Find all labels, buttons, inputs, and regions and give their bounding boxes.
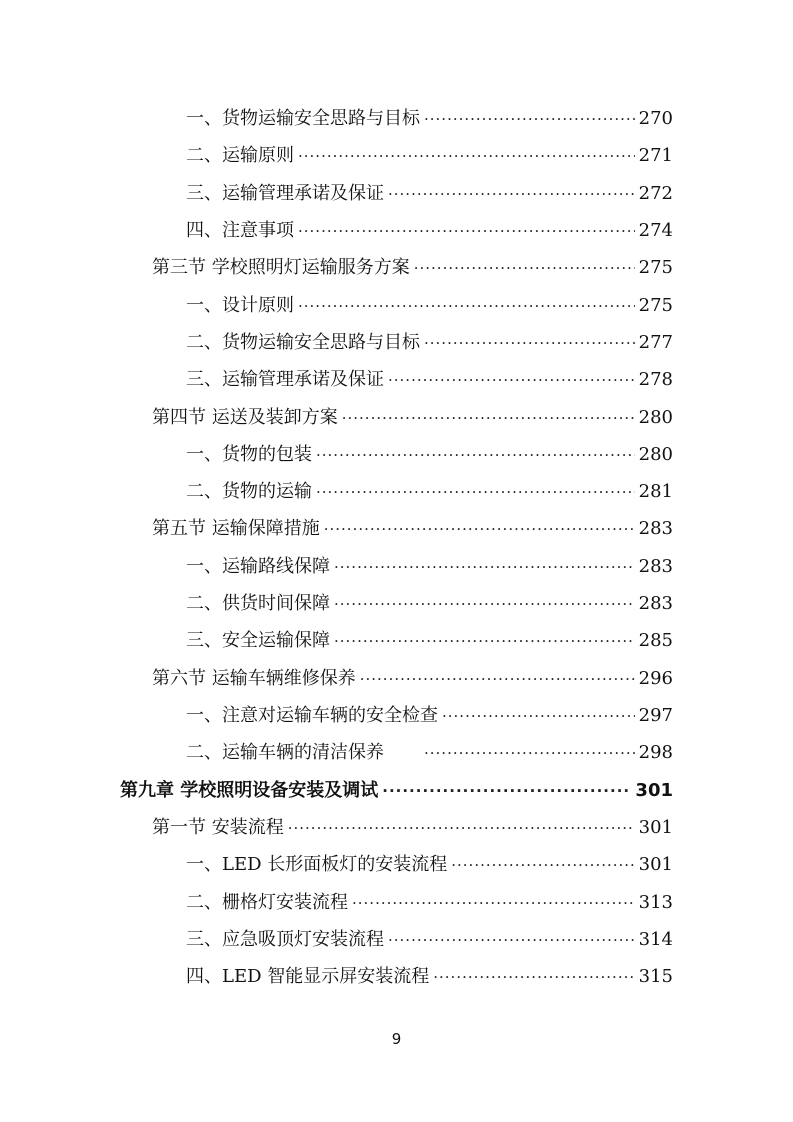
toc-entry-page: 313: [638, 892, 673, 913]
toc-entry-page: 278: [638, 369, 673, 390]
toc-entry-page: 277: [638, 332, 673, 353]
toc-entry-page: 275: [638, 257, 673, 278]
toc-entry-title: 一、货物运输安全思路与目标: [186, 108, 420, 129]
dot-leader: [388, 365, 635, 395]
toc-entry[interactable]: [186, 962, 675, 992]
dot-leader: [334, 589, 635, 619]
dot-leader: [298, 216, 635, 246]
toc-entry[interactable]: [186, 552, 675, 582]
toc-entry-title: 二、运输原则: [186, 145, 294, 166]
toc-entry[interactable]: [186, 291, 675, 321]
toc-entry-page: 280: [638, 444, 673, 465]
toc-entry-page: 283: [638, 518, 673, 539]
toc-entry-title: 一、货物的包装: [186, 444, 312, 465]
toc-entry-page: 315: [638, 966, 673, 987]
toc-entry-title: 二、货物运输安全思路与目标: [186, 332, 420, 353]
toc-entry[interactable]: [186, 365, 675, 395]
toc-entry[interactable]: [186, 850, 675, 880]
toc-entry[interactable]: [186, 589, 675, 619]
toc-entry[interactable]: [186, 626, 675, 656]
toc-entry-page: 281: [638, 481, 673, 502]
toc-entry-title: 三、运输管理承诺及保证: [186, 369, 384, 390]
toc-section-entry[interactable]: [152, 253, 675, 283]
toc-entry[interactable]: [186, 925, 675, 955]
dot-leader: [334, 626, 635, 656]
toc-entry-title: 第三节 学校照明灯运输服务方案: [152, 257, 410, 278]
toc-section-entry[interactable]: [152, 514, 675, 544]
dot-leader: [324, 514, 635, 544]
toc-entry-page: 301: [635, 780, 673, 801]
toc-entry[interactable]: [186, 141, 675, 171]
dot-leader: [382, 776, 631, 806]
toc-entry-page: 283: [638, 556, 673, 577]
toc-chapter-entry[interactable]: [120, 776, 675, 806]
toc-entry-page: 271: [638, 145, 673, 166]
dot-leader: [451, 850, 634, 880]
toc-entry-title: 三、安全运输保障: [186, 630, 330, 651]
toc-entry-title: 三、应急吸顶灯安装流程: [186, 929, 384, 950]
toc-entry-title: 一、设计原则: [186, 295, 294, 316]
toc-entry-page: 297: [638, 705, 673, 726]
toc-entry-title: 二、货物的运输: [186, 481, 312, 502]
toc-entry-page: 283: [638, 593, 673, 614]
dot-leader: [298, 141, 635, 171]
dot-leader: [360, 664, 635, 694]
dot-leader: [334, 552, 635, 582]
toc-entry[interactable]: [186, 179, 675, 209]
toc-entry-title: 一、注意对运输车辆的安全检查: [186, 705, 438, 726]
toc-entry-title: 一、运输路线保障: [186, 556, 330, 577]
page-number: 9: [391, 1030, 402, 1048]
dot-leader: [342, 403, 635, 433]
toc-entry-title: 二、运输车辆的清洁保养: [186, 742, 384, 763]
toc-entry-title: 第六节 运输车辆维修保养: [152, 668, 356, 689]
dot-leader: [424, 738, 635, 768]
dot-leader: [352, 888, 635, 918]
toc-entry[interactable]: [186, 477, 675, 507]
dot-leader: [316, 477, 635, 507]
toc-entry-title: 四、注意事项: [186, 220, 294, 241]
toc-entry-page: 285: [638, 630, 673, 651]
dot-leader: [424, 104, 635, 134]
dot-leader: [388, 925, 635, 955]
toc-entry[interactable]: [186, 216, 675, 246]
dot-leader: [433, 962, 634, 992]
toc-entry-title: 三、运输管理承诺及保证: [186, 183, 384, 204]
toc-entry-title: 二、供货时间保障: [186, 593, 330, 614]
toc-entry-title: 第一节 安装流程: [152, 817, 284, 838]
toc-entry-page: 280: [638, 407, 673, 428]
toc-entry[interactable]: [186, 440, 675, 470]
toc-entry-page: 314: [638, 929, 673, 950]
toc-entry-page: 270: [638, 108, 673, 129]
toc-section-entry[interactable]: [152, 664, 675, 694]
toc-entry-page: 301: [638, 817, 673, 838]
dot-leader: [298, 291, 635, 321]
toc-entry-page: 272: [638, 183, 673, 204]
toc-entry[interactable]: [186, 328, 675, 358]
toc-entry-page: 301: [638, 854, 673, 875]
dot-leader: [388, 179, 635, 209]
toc-entry[interactable]: [186, 888, 675, 918]
dot-leader: [424, 328, 635, 358]
toc-entry-title: 一、LED 长形面板灯的安装流程: [186, 854, 448, 875]
toc-entry-page: 298: [638, 742, 673, 763]
toc-entry-page: 296: [638, 668, 673, 689]
toc-entry[interactable]: [186, 104, 675, 134]
toc-entry-page: 274: [638, 220, 673, 241]
toc-entry-page: 275: [638, 295, 673, 316]
dot-leader: [442, 701, 635, 731]
toc-entry[interactable]: [186, 738, 675, 768]
toc-section-entry[interactable]: [152, 813, 675, 843]
toc-entry-title: 第四节 运送及装卸方案: [152, 407, 338, 428]
toc-section-entry[interactable]: [152, 403, 675, 433]
dot-leader: [288, 813, 635, 843]
toc-entry-title: 第五节 运输保障措施: [152, 518, 320, 539]
dot-leader: [316, 440, 635, 470]
toc-entry-title: 二、栅格灯安装流程: [186, 892, 348, 913]
toc-entry-title: 四、LED 智能显示屏安装流程: [186, 966, 430, 987]
toc-entry[interactable]: [186, 701, 675, 731]
toc-entry-title: 第九章 学校照明设备安装及调试: [120, 780, 379, 801]
dot-leader: [414, 253, 635, 283]
